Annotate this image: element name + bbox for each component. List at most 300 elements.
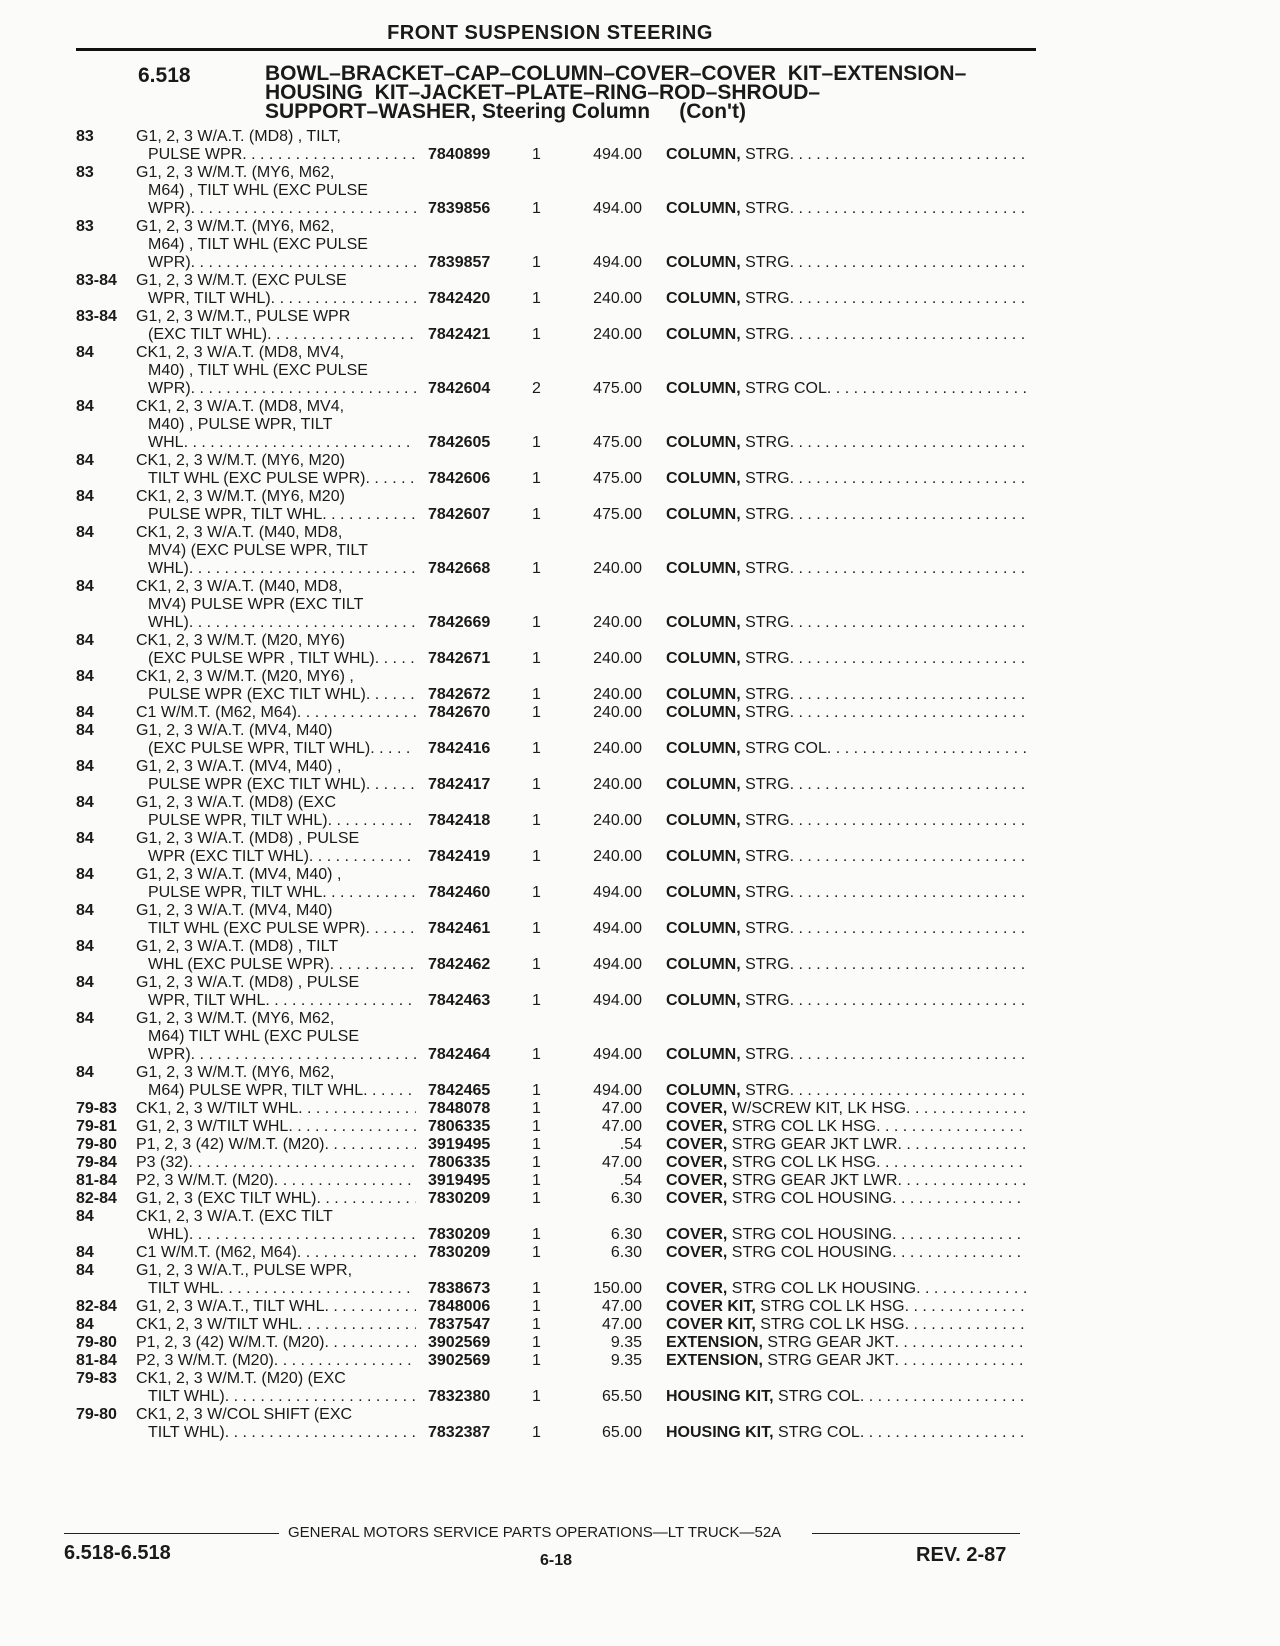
quantity: 2 bbox=[532, 380, 541, 397]
part-values bbox=[0, 1280, 1280, 1298]
price: 494.00 bbox=[593, 254, 642, 271]
part-name-primary: COLUMN, bbox=[666, 776, 741, 793]
part-number: 7842421 bbox=[428, 326, 491, 343]
part-name-primary: COLUMN, bbox=[666, 380, 741, 397]
part-name-primary: COLUMN, bbox=[666, 326, 741, 343]
description-line: G1, 2, 3 W/M.T. (MY6, M62, bbox=[136, 218, 335, 235]
part-row bbox=[0, 452, 1280, 488]
part-name-primary: COLUMN, bbox=[666, 740, 741, 757]
part-name bbox=[666, 1082, 1026, 1100]
leader-dots bbox=[790, 470, 1026, 488]
description-text: PULSE WPR (EXC TILT WHL) bbox=[148, 686, 366, 703]
part-name bbox=[666, 380, 1026, 398]
part-name-detail: STRG COL HOUSING bbox=[731, 1190, 893, 1207]
part-row bbox=[0, 344, 1280, 398]
part-number: 7842416 bbox=[428, 740, 491, 757]
price: 240.00 bbox=[593, 326, 642, 343]
part-name bbox=[666, 1172, 1026, 1190]
quantity: 1 bbox=[532, 884, 541, 901]
leader-dots bbox=[827, 380, 1026, 398]
description-line: G1, 2, 3 W/A.T. (MD8) , PULSE bbox=[136, 974, 360, 991]
part-row bbox=[0, 1136, 1280, 1154]
model-year: 84 bbox=[76, 794, 94, 811]
part-name-primary: COLUMN, bbox=[666, 200, 741, 217]
part-name bbox=[666, 614, 1026, 632]
model-year: 84 bbox=[76, 344, 94, 361]
price: .54 bbox=[619, 1136, 642, 1153]
footer-rule-left bbox=[64, 1533, 279, 1534]
part-name-detail: STRG bbox=[745, 884, 790, 901]
part-values bbox=[0, 434, 1280, 452]
part-name bbox=[666, 506, 1026, 524]
leader-dots bbox=[894, 1352, 1026, 1370]
part-name bbox=[666, 920, 1026, 938]
price: 6.30 bbox=[610, 1244, 642, 1261]
part-number: 7842420 bbox=[428, 290, 491, 307]
title-rule bbox=[76, 48, 1036, 51]
part-name-detail: STRG COL LK HSG bbox=[760, 1298, 905, 1315]
price: 240.00 bbox=[593, 776, 642, 793]
part-name bbox=[666, 992, 1026, 1010]
description-text: P1, 2, 3 (42) W/M.T. (M20) bbox=[136, 1136, 325, 1153]
part-name bbox=[666, 560, 1026, 578]
leader-dots bbox=[790, 614, 1026, 632]
model-year: 83-84 bbox=[76, 272, 117, 289]
leader-dots bbox=[905, 1298, 1026, 1316]
description-text: PULSE WPR, TILT WHL) bbox=[148, 812, 328, 829]
quantity: 1 bbox=[532, 290, 541, 307]
part-name-primary: COLUMN, bbox=[666, 506, 741, 523]
leader-dots bbox=[790, 1046, 1026, 1064]
part-row bbox=[0, 308, 1280, 344]
leader-dots bbox=[897, 1136, 1026, 1154]
part-number: 3919495 bbox=[428, 1136, 491, 1153]
page-number: 6-18 bbox=[540, 1552, 573, 1569]
description-text: WPR (EXC TILT WHL) bbox=[148, 848, 309, 865]
leader-dots bbox=[790, 146, 1026, 164]
part-name-detail: STRG bbox=[745, 776, 790, 793]
part-name-primary: HOUSING KIT, bbox=[666, 1424, 774, 1441]
model-year: 84 bbox=[76, 866, 94, 883]
part-values bbox=[0, 1298, 1280, 1316]
description-line: M40) , TILT WHL (EXC PULSE bbox=[148, 362, 368, 379]
part-name-detail: STRG bbox=[745, 1082, 790, 1099]
quantity: 1 bbox=[532, 812, 541, 829]
description-line: G1, 2, 3 W/M.T. (EXC PULSE bbox=[136, 272, 347, 289]
price: 475.00 bbox=[593, 380, 642, 397]
part-values bbox=[0, 1334, 1280, 1352]
part-name-detail: STRG COL bbox=[778, 1424, 860, 1441]
description-text: PULSE WPR, TILT WHL bbox=[148, 884, 323, 901]
part-row bbox=[0, 398, 1280, 452]
description-line: M40) , PULSE WPR, TILT bbox=[148, 416, 333, 433]
price: 240.00 bbox=[593, 560, 642, 577]
price: 494.00 bbox=[593, 920, 642, 937]
price: .54 bbox=[619, 1172, 642, 1189]
description-text: TILT WHL (EXC PULSE WPR) bbox=[148, 470, 366, 487]
part-values bbox=[0, 1388, 1280, 1406]
part-number: 7842417 bbox=[428, 776, 491, 793]
part-number: 7838673 bbox=[428, 1280, 491, 1297]
part-name-primary: EXTENSION, bbox=[666, 1334, 763, 1351]
model-year: 79-80 bbox=[76, 1136, 117, 1153]
part-row bbox=[0, 578, 1280, 632]
part-number: 7842418 bbox=[428, 812, 491, 829]
part-row bbox=[0, 1010, 1280, 1064]
leader-dots bbox=[892, 1226, 1026, 1244]
part-name bbox=[666, 1244, 1026, 1262]
quantity: 1 bbox=[532, 848, 541, 865]
quantity: 1 bbox=[532, 1190, 541, 1207]
part-name-primary: COLUMN, bbox=[666, 434, 741, 451]
quantity: 1 bbox=[532, 920, 541, 937]
part-name-primary: COLUMN, bbox=[666, 848, 741, 865]
part-name bbox=[666, 704, 1026, 722]
part-row bbox=[0, 524, 1280, 578]
price: 475.00 bbox=[593, 506, 642, 523]
model-year: 84 bbox=[76, 1064, 94, 1081]
model-year: 82-84 bbox=[76, 1298, 117, 1315]
part-name-primary: COLUMN, bbox=[666, 560, 741, 577]
leader-dots bbox=[827, 740, 1026, 758]
part-name-primary: COLUMN, bbox=[666, 920, 741, 937]
description-text: (EXC PULSE WPR , TILT WHL) bbox=[148, 650, 375, 667]
description-text: TILT WHL) bbox=[148, 1424, 225, 1441]
part-name-primary: COLUMN, bbox=[666, 812, 741, 829]
part-row bbox=[0, 1154, 1280, 1172]
leader-dots bbox=[790, 1082, 1026, 1100]
part-name-primary: COLUMN, bbox=[666, 290, 741, 307]
part-name-primary: COLUMN, bbox=[666, 614, 741, 631]
quantity: 1 bbox=[532, 434, 541, 451]
part-values bbox=[0, 1316, 1280, 1334]
part-name-detail: STRG GEAR JKT bbox=[767, 1352, 895, 1369]
part-name bbox=[666, 848, 1026, 866]
price: 47.00 bbox=[601, 1316, 642, 1333]
leader-dots bbox=[790, 326, 1026, 344]
model-year: 79-81 bbox=[76, 1118, 117, 1135]
part-values bbox=[0, 740, 1280, 758]
leader-dots bbox=[790, 920, 1026, 938]
description-text: P2, 3 W/M.T. (M20) bbox=[136, 1172, 274, 1189]
description-line: G1, 2, 3 W/A.T. (MV4, M40) , bbox=[136, 866, 342, 883]
leader-dots bbox=[790, 956, 1026, 974]
description-line: MV4) (EXC PULSE WPR, TILT bbox=[148, 542, 368, 559]
model-year: 79-83 bbox=[76, 1100, 117, 1117]
quantity: 1 bbox=[532, 1100, 541, 1117]
part-name bbox=[666, 956, 1026, 974]
model-year: 79-84 bbox=[76, 1154, 117, 1171]
part-name bbox=[666, 1298, 1026, 1316]
part-values bbox=[0, 1082, 1280, 1100]
quantity: 1 bbox=[532, 1280, 541, 1297]
quantity: 1 bbox=[532, 326, 541, 343]
description-line: CK1, 2, 3 W/A.T. (M40, MD8, bbox=[136, 578, 343, 595]
part-name bbox=[666, 1046, 1026, 1064]
leader-dots bbox=[790, 686, 1026, 704]
part-name-primary: COLUMN, bbox=[666, 650, 741, 667]
part-name-primary: COLUMN, bbox=[666, 956, 741, 973]
part-values bbox=[0, 1226, 1280, 1244]
part-name-detail: STRG bbox=[745, 326, 790, 343]
part-number: 7830209 bbox=[428, 1226, 491, 1243]
part-name bbox=[666, 740, 1026, 758]
model-year: 81-84 bbox=[76, 1172, 117, 1189]
model-year: 84 bbox=[76, 1208, 94, 1225]
description-line: G1, 2, 3 W/A.T. (MD8) , TILT, bbox=[136, 128, 341, 145]
part-name-detail: STRG GEAR JKT bbox=[767, 1334, 895, 1351]
model-year: 83 bbox=[76, 218, 94, 235]
part-number: 7806335 bbox=[428, 1154, 491, 1171]
quantity: 1 bbox=[532, 992, 541, 1009]
footer-rule-right bbox=[812, 1533, 1020, 1534]
part-row bbox=[0, 1406, 1280, 1442]
leader-dots bbox=[916, 1280, 1026, 1298]
part-name bbox=[666, 686, 1026, 704]
part-row bbox=[0, 128, 1280, 164]
part-name bbox=[666, 1100, 1026, 1118]
description-text: C1 W/M.T. (M62, M64) bbox=[136, 1244, 297, 1261]
price: 494.00 bbox=[593, 992, 642, 1009]
description-line: CK1, 2, 3 W/M.T. (M20) (EXC bbox=[136, 1370, 346, 1387]
part-name-primary: COVER, bbox=[666, 1190, 728, 1207]
parts-list bbox=[0, 128, 1280, 1442]
model-year: 84 bbox=[76, 1244, 94, 1261]
description-text: WHL) bbox=[148, 560, 189, 577]
quantity: 1 bbox=[532, 614, 541, 631]
part-values bbox=[0, 254, 1280, 272]
description-line: G1, 2, 3 W/M.T. (MY6, M62, bbox=[136, 1064, 335, 1081]
part-name-primary: COLUMN, bbox=[666, 992, 741, 1009]
quantity: 1 bbox=[532, 956, 541, 973]
leader-dots bbox=[790, 992, 1026, 1010]
part-name bbox=[666, 470, 1026, 488]
part-name-detail: STRG COL bbox=[745, 380, 827, 397]
section-code: 6.518 bbox=[138, 64, 191, 87]
leader-dots bbox=[790, 290, 1026, 308]
part-name-detail: STRG bbox=[745, 254, 790, 271]
quantity: 1 bbox=[532, 686, 541, 703]
model-year: 79-80 bbox=[76, 1334, 117, 1351]
part-name bbox=[666, 1226, 1026, 1244]
model-year: 83 bbox=[76, 164, 94, 181]
part-number: 7832380 bbox=[428, 1388, 491, 1405]
leader-dots bbox=[905, 1316, 1026, 1334]
part-name-primary: COVER, bbox=[666, 1118, 728, 1135]
description-line: CK1, 2, 3 W/A.T. (EXC TILT bbox=[136, 1208, 333, 1225]
description-line: CK1, 2, 3 W/A.T. (MD8, MV4, bbox=[136, 398, 345, 415]
part-values bbox=[0, 1118, 1280, 1136]
footer-section-range: 6.518-6.518 bbox=[64, 1542, 171, 1564]
part-row bbox=[0, 1118, 1280, 1136]
part-number: 7848078 bbox=[428, 1100, 491, 1117]
price: 494.00 bbox=[593, 884, 642, 901]
part-name bbox=[666, 434, 1026, 452]
description-text: WHL (EXC PULSE WPR) bbox=[148, 956, 330, 973]
part-name-primary: COVER, bbox=[666, 1244, 728, 1261]
part-values bbox=[0, 614, 1280, 632]
quantity: 1 bbox=[532, 1046, 541, 1063]
part-name bbox=[666, 1334, 1026, 1352]
part-name-primary: COLUMN, bbox=[666, 1046, 741, 1063]
price: 475.00 bbox=[593, 470, 642, 487]
part-name-detail: STRG COL LK HSG bbox=[731, 1154, 877, 1171]
description-line: M64) TILT WHL (EXC PULSE bbox=[148, 1028, 360, 1045]
part-row bbox=[0, 794, 1280, 830]
part-number: 7842462 bbox=[428, 956, 491, 973]
part-name bbox=[666, 254, 1026, 272]
part-name bbox=[666, 1118, 1026, 1136]
part-name bbox=[666, 1352, 1026, 1370]
page-title: FRONT SUSPENSION STEERING bbox=[387, 22, 713, 44]
part-row bbox=[0, 1298, 1280, 1316]
model-year: 84 bbox=[76, 524, 94, 541]
part-name-primary: COVER KIT, bbox=[666, 1298, 756, 1315]
price: 47.00 bbox=[601, 1118, 642, 1135]
leader-dots bbox=[790, 254, 1026, 272]
quantity: 1 bbox=[532, 1172, 541, 1189]
part-values bbox=[0, 920, 1280, 938]
description-text: G1, 2, 3 (EXC TILT WHL) bbox=[136, 1190, 317, 1207]
leader-dots bbox=[876, 1154, 1026, 1172]
quantity: 1 bbox=[532, 1118, 541, 1135]
price: 65.00 bbox=[601, 1424, 642, 1441]
footer-publisher: GENERAL MOTORS SERVICE PARTS OPERATIONS—LT TRUCK—52A bbox=[288, 1524, 782, 1541]
description-line: G1, 2, 3 W/A.T. (MV4, M40) , bbox=[136, 758, 342, 775]
model-year: 83 bbox=[76, 128, 94, 145]
description-line: CK1, 2, 3 W/M.T. (M20, MY6) bbox=[136, 632, 345, 649]
part-row bbox=[0, 758, 1280, 794]
quantity: 1 bbox=[532, 254, 541, 271]
description-text: CK1, 2, 3 W/TILT WHL bbox=[136, 1100, 299, 1117]
quantity: 1 bbox=[532, 1136, 541, 1153]
part-row bbox=[0, 632, 1280, 668]
part-name bbox=[666, 1316, 1026, 1334]
description-line: G1, 2, 3 W/A.T. (MV4, M40) bbox=[136, 902, 333, 919]
model-year: 84 bbox=[76, 488, 94, 505]
description-line: CK1, 2, 3 W/COL SHIFT (EXC bbox=[136, 1406, 353, 1423]
part-number: 7842669 bbox=[428, 614, 491, 631]
part-number: 7848006 bbox=[428, 1298, 491, 1315]
part-values bbox=[0, 506, 1280, 524]
part-name bbox=[666, 146, 1026, 164]
leader-dots bbox=[892, 1244, 1026, 1262]
part-name-primary: HOUSING KIT, bbox=[666, 1388, 774, 1405]
description-line: G1, 2, 3 W/A.T. (MV4, M40) bbox=[136, 722, 333, 739]
part-name-detail: STRG COL LK HSG bbox=[731, 1118, 877, 1135]
description-line: G1, 2, 3 W/M.T., PULSE WPR bbox=[136, 308, 351, 325]
part-name-detail: STRG bbox=[745, 146, 790, 163]
leader-dots bbox=[790, 650, 1026, 668]
part-number: 7837547 bbox=[428, 1316, 491, 1333]
part-number: 7842606 bbox=[428, 470, 491, 487]
part-name-detail: STRG GEAR JKT LWR bbox=[731, 1172, 898, 1189]
model-year: 84 bbox=[76, 938, 94, 955]
price: 6.30 bbox=[610, 1190, 642, 1207]
part-name-primary: COVER, bbox=[666, 1226, 728, 1243]
model-year: 79-83 bbox=[76, 1370, 117, 1387]
part-name-primary: COLUMN, bbox=[666, 704, 741, 721]
part-name-primary: COVER, bbox=[666, 1100, 728, 1117]
part-number: 7840899 bbox=[428, 146, 491, 163]
description-text: TILT WHL (EXC PULSE WPR) bbox=[148, 920, 366, 937]
part-row bbox=[0, 830, 1280, 866]
part-name bbox=[666, 326, 1026, 344]
part-values bbox=[0, 1100, 1280, 1118]
description-text: WPR) bbox=[148, 1046, 191, 1063]
revision-label: REV. 2-87 bbox=[916, 1544, 1007, 1566]
model-year: 84 bbox=[76, 632, 94, 649]
description-text: (EXC PULSE WPR, TILT WHL) bbox=[148, 740, 371, 757]
description-text: G1, 2, 3 W/TILT WHL bbox=[136, 1118, 289, 1135]
part-name-primary: COLUMN, bbox=[666, 146, 741, 163]
price: 240.00 bbox=[593, 812, 642, 829]
part-row bbox=[0, 1316, 1280, 1334]
description-line: G1, 2, 3 W/M.T. (MY6, M62, bbox=[136, 164, 335, 181]
description-text: C1 W/M.T. (M62, M64) bbox=[136, 704, 297, 721]
description-line: MV4) PULSE WPR (EXC TILT bbox=[148, 596, 364, 613]
part-name bbox=[666, 1388, 1026, 1406]
description-text: WHL bbox=[148, 434, 184, 451]
part-values bbox=[0, 290, 1280, 308]
part-row bbox=[0, 974, 1280, 1010]
quantity: 1 bbox=[532, 704, 541, 721]
part-name-detail: STRG COL bbox=[778, 1388, 860, 1405]
description-line: G1, 2, 3 W/A.T. (MD8) , TILT bbox=[136, 938, 339, 955]
part-name-detail: STRG bbox=[745, 434, 790, 451]
part-values bbox=[0, 848, 1280, 866]
price: 240.00 bbox=[593, 848, 642, 865]
part-values bbox=[0, 1172, 1280, 1190]
description-text: TILT WHL bbox=[148, 1280, 220, 1297]
leader-dots bbox=[860, 1388, 1026, 1406]
description-text: PULSE WPR bbox=[148, 146, 243, 163]
part-name-detail: STRG bbox=[745, 920, 790, 937]
description-text: WPR) bbox=[148, 200, 191, 217]
description-text: M64) PULSE WPR, TILT WHL bbox=[148, 1082, 364, 1099]
part-number: 7830209 bbox=[428, 1190, 491, 1207]
part-values bbox=[0, 776, 1280, 794]
price: 494.00 bbox=[593, 146, 642, 163]
part-values bbox=[0, 560, 1280, 578]
description-line: CK1, 2, 3 W/M.T. (MY6, M20) bbox=[136, 488, 345, 505]
part-row bbox=[0, 1334, 1280, 1352]
part-row bbox=[0, 1190, 1280, 1208]
description-line: CK1, 2, 3 W/A.T. (M40, MD8, bbox=[136, 524, 343, 541]
part-name-detail: STRG GEAR JKT LWR bbox=[731, 1136, 898, 1153]
part-values bbox=[0, 200, 1280, 218]
part-name bbox=[666, 290, 1026, 308]
part-name-detail: STRG bbox=[745, 506, 790, 523]
quantity: 1 bbox=[532, 1154, 541, 1171]
price: 150.00 bbox=[593, 1280, 642, 1297]
price: 47.00 bbox=[601, 1154, 642, 1171]
description-text: WHL) bbox=[148, 1226, 189, 1243]
description-line: M64) , TILT WHL (EXC PULSE bbox=[148, 182, 368, 199]
model-year: 84 bbox=[76, 578, 94, 595]
model-year: 84 bbox=[76, 398, 94, 415]
section-title-line: SUPPORT–WASHER, Steering Column (Con't) bbox=[265, 100, 747, 123]
quantity: 1 bbox=[532, 1316, 541, 1333]
leader-dots bbox=[790, 704, 1026, 722]
quantity: 1 bbox=[532, 1334, 541, 1351]
part-row bbox=[0, 488, 1280, 524]
part-number: 7842461 bbox=[428, 920, 491, 937]
description-text: P2, 3 W/M.T. (M20) bbox=[136, 1352, 274, 1369]
part-name-primary: COLUMN, bbox=[666, 470, 741, 487]
leader-dots bbox=[894, 1334, 1026, 1352]
description-text: PULSE WPR, TILT WHL bbox=[148, 506, 323, 523]
